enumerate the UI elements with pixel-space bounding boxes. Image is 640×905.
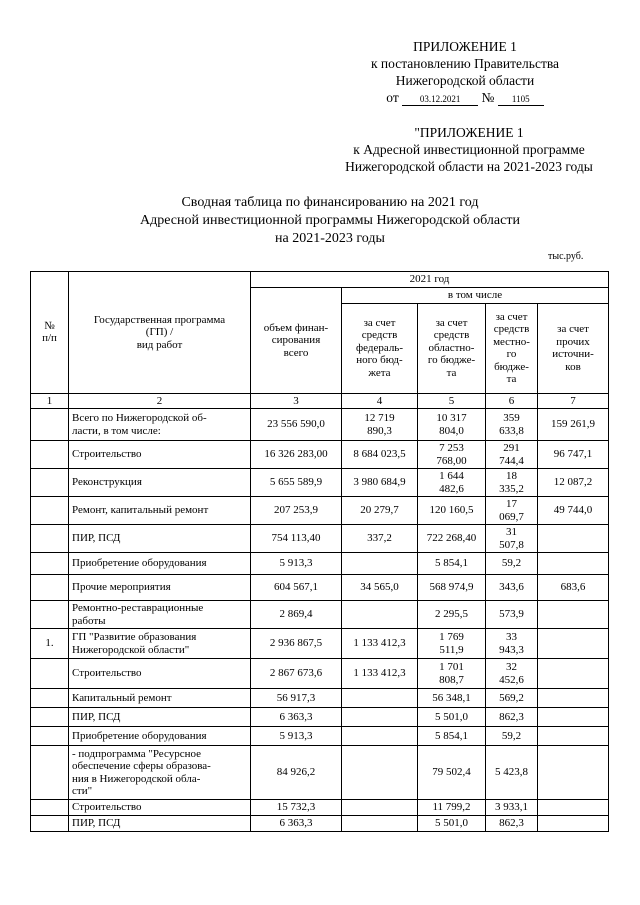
row-total: 207 253,9 <box>251 497 342 525</box>
row-other <box>538 746 609 800</box>
row-local: 18 335,2 <box>486 469 538 497</box>
row-total: 6 363,3 <box>251 708 342 727</box>
row-name: Ремонт, капитальный ремонт <box>69 497 251 525</box>
table-row <box>31 629 609 659</box>
row-regional: 722 268,40 <box>418 525 486 553</box>
appendix-header <box>330 38 600 106</box>
row-num <box>31 553 69 575</box>
header-local: за счет средств местно- го бюдже- та <box>486 303 538 393</box>
row-num <box>31 659 69 689</box>
row-local: 17 069,7 <box>486 497 538 525</box>
row-num <box>31 800 69 816</box>
appendix-date-line <box>330 89 600 106</box>
row-name: Реконструкция <box>69 469 251 497</box>
row-total: 5 913,3 <box>251 727 342 746</box>
row-local: 3 933,1 <box>486 800 538 816</box>
program-appendix-region: Нижегородской области на 2021-2023 годы <box>345 159 593 174</box>
row-name: Прочие мероприятия <box>69 575 251 601</box>
header-federal: за счет средств федераль- ного бюд- жета <box>342 303 418 393</box>
row-regional: 2 295,5 <box>418 601 486 629</box>
table-row <box>31 708 609 727</box>
row-federal: 3 980 684,9 <box>342 469 418 497</box>
title-line-1: Сводная таблица по финансированию на 2021 год <box>181 195 479 210</box>
header-other: за счет прочих источни- ков <box>538 303 609 393</box>
column-number: 6 <box>486 393 538 409</box>
row-total: 604 567,1 <box>251 575 342 601</box>
row-other: 12 087,2 <box>538 469 609 497</box>
row-total: 2 869,4 <box>251 601 342 629</box>
row-total: 56 917,3 <box>251 689 342 708</box>
row-name: ПИР, ПСД <box>69 525 251 553</box>
row-num <box>31 601 69 629</box>
row-other <box>538 525 609 553</box>
table-row <box>31 689 609 708</box>
row-other: 96 747,1 <box>538 441 609 469</box>
row-num <box>31 497 69 525</box>
row-name: ПИР, ПСД <box>69 816 251 832</box>
row-local: 573,9 <box>486 601 538 629</box>
row-regional: 1 644 482,6 <box>418 469 486 497</box>
appendix-title: ПРИЛОЖЕНИЕ 1 <box>413 39 517 54</box>
table-row <box>31 497 609 525</box>
column-number: 2 <box>69 393 251 409</box>
unit-label: тыс.руб. <box>548 251 584 262</box>
row-name: Приобретение оборудования <box>69 727 251 746</box>
row-regional: 10 317 804,0 <box>418 409 486 441</box>
column-number: 1 <box>31 393 69 409</box>
from-label: от <box>386 90 399 105</box>
row-local: 343,6 <box>486 575 538 601</box>
row-total: 5 655 589,9 <box>251 469 342 497</box>
row-other <box>538 601 609 629</box>
header-num: № п/п <box>31 272 69 394</box>
row-name: Ремонтно-реставрационные работы <box>69 601 251 629</box>
row-federal: 12 719 890,3 <box>342 409 418 441</box>
row-local: 862,3 <box>486 816 538 832</box>
title-line-3: на 2021-2023 годы <box>275 231 385 246</box>
row-name: ГП "Развитие образования Нижегородской области" <box>69 629 251 659</box>
row-num <box>31 441 69 469</box>
row-other <box>538 553 609 575</box>
appendix-region: Нижегородской области <box>395 73 535 88</box>
column-number: 5 <box>418 393 486 409</box>
header-including: в том числе <box>342 288 609 304</box>
row-other <box>538 629 609 659</box>
row-regional: 120 160,5 <box>418 497 486 525</box>
row-num <box>31 708 69 727</box>
row-total: 5 913,3 <box>251 553 342 575</box>
row-num <box>31 816 69 832</box>
row-regional: 5 501,0 <box>418 816 486 832</box>
header-total: объем финан- сирования всего <box>251 288 342 394</box>
row-total: 23 556 590,0 <box>251 409 342 441</box>
row-name: ПИР, ПСД <box>69 708 251 727</box>
row-name: Строительство <box>69 800 251 816</box>
row-federal <box>342 708 418 727</box>
header-regional: за счет средств областно- го бюдже- та <box>418 303 486 393</box>
row-federal: 34 565,0 <box>342 575 418 601</box>
row-total: 6 363,3 <box>251 816 342 832</box>
row-federal <box>342 601 418 629</box>
row-name: Всего по Нижегородской об- ласти, в том числе: <box>69 409 251 441</box>
row-num: 1. <box>31 629 69 659</box>
row-name: Строительство <box>69 441 251 469</box>
row-federal: 1 133 412,3 <box>342 659 418 689</box>
financing-table <box>30 271 609 832</box>
row-total: 16 326 283,00 <box>251 441 342 469</box>
row-federal <box>342 553 418 575</box>
row-local: 59,2 <box>486 727 538 746</box>
row-num <box>31 746 69 800</box>
column-number: 7 <box>538 393 609 409</box>
row-name: - подпрограмма "Ресурсное обеспечение сферы образова- ния в Нижегородской обла- сти" <box>69 746 251 800</box>
row-federal <box>342 746 418 800</box>
row-federal: 1 133 412,3 <box>342 629 418 659</box>
row-federal: 337,2 <box>342 525 418 553</box>
program-appendix-title: "ПРИЛОЖЕНИЕ 1 <box>414 125 524 140</box>
row-other: 683,6 <box>538 575 609 601</box>
table-row <box>31 441 609 469</box>
row-federal <box>342 727 418 746</box>
row-name: Приобретение оборудования <box>69 553 251 575</box>
row-regional: 56 348,1 <box>418 689 486 708</box>
row-regional: 5 501,0 <box>418 708 486 727</box>
row-num <box>31 409 69 441</box>
row-total: 2 936 867,5 <box>251 629 342 659</box>
row-num <box>31 525 69 553</box>
number-label: № <box>481 90 495 105</box>
column-number: 4 <box>342 393 418 409</box>
row-regional: 5 854,1 <box>418 727 486 746</box>
program-appendix-header <box>310 124 628 175</box>
row-local: 59,2 <box>486 553 538 575</box>
row-num <box>31 727 69 746</box>
row-name: Строительство <box>69 659 251 689</box>
header-program: Государственная программа (ГП) / вид работ <box>69 272 251 394</box>
table-row <box>31 727 609 746</box>
row-regional: 568 974,9 <box>418 575 486 601</box>
table-row <box>31 601 609 629</box>
row-local: 5 423,8 <box>486 746 538 800</box>
row-local: 33 943,3 <box>486 629 538 659</box>
row-local: 32 452,6 <box>486 659 538 689</box>
row-local: 359 633,8 <box>486 409 538 441</box>
row-other <box>538 708 609 727</box>
row-federal <box>342 816 418 832</box>
column-number: 3 <box>251 393 342 409</box>
decree-number: 1105 <box>498 94 544 106</box>
decree-date: 03.12.2021 <box>402 94 478 106</box>
row-regional: 1 701 808,7 <box>418 659 486 689</box>
program-appendix-subtitle: к Адресной инвестиционной программе <box>353 142 585 157</box>
table-row <box>31 746 609 800</box>
row-federal <box>342 800 418 816</box>
row-regional: 5 854,1 <box>418 553 486 575</box>
table-row <box>31 553 609 575</box>
row-regional: 7 253 768,00 <box>418 441 486 469</box>
row-regional: 1 769 511,9 <box>418 629 486 659</box>
row-total: 15 732,3 <box>251 800 342 816</box>
row-federal: 20 279,7 <box>342 497 418 525</box>
row-other <box>538 727 609 746</box>
table-row <box>31 525 609 553</box>
row-other <box>538 816 609 832</box>
row-other <box>538 659 609 689</box>
table-row <box>31 469 609 497</box>
title-line-2: Адресной инвестиционной программы Нижегородской области <box>140 213 520 228</box>
row-federal <box>342 689 418 708</box>
row-regional: 79 502,4 <box>418 746 486 800</box>
row-other: 49 744,0 <box>538 497 609 525</box>
row-num <box>31 469 69 497</box>
row-local: 31 507,8 <box>486 525 538 553</box>
row-other <box>538 800 609 816</box>
appendix-subtitle: к постановлению Правительства <box>370 56 560 71</box>
row-other <box>538 689 609 708</box>
row-regional: 11 799,2 <box>418 800 486 816</box>
table-row <box>31 575 609 601</box>
row-local: 862,3 <box>486 708 538 727</box>
row-name: Капитальный ремонт <box>69 689 251 708</box>
row-num <box>31 575 69 601</box>
row-local: 291 744,4 <box>486 441 538 469</box>
header-year: 2021 год <box>251 272 609 288</box>
row-total: 84 926,2 <box>251 746 342 800</box>
table-row <box>31 659 609 689</box>
document-title <box>100 194 560 248</box>
table-row <box>31 409 609 441</box>
row-local: 569,2 <box>486 689 538 708</box>
row-federal: 8 684 023,5 <box>342 441 418 469</box>
row-total: 2 867 673,6 <box>251 659 342 689</box>
table-row <box>31 816 609 832</box>
row-other: 159 261,9 <box>538 409 609 441</box>
row-total: 754 113,40 <box>251 525 342 553</box>
table-row <box>31 800 609 816</box>
row-num <box>31 689 69 708</box>
